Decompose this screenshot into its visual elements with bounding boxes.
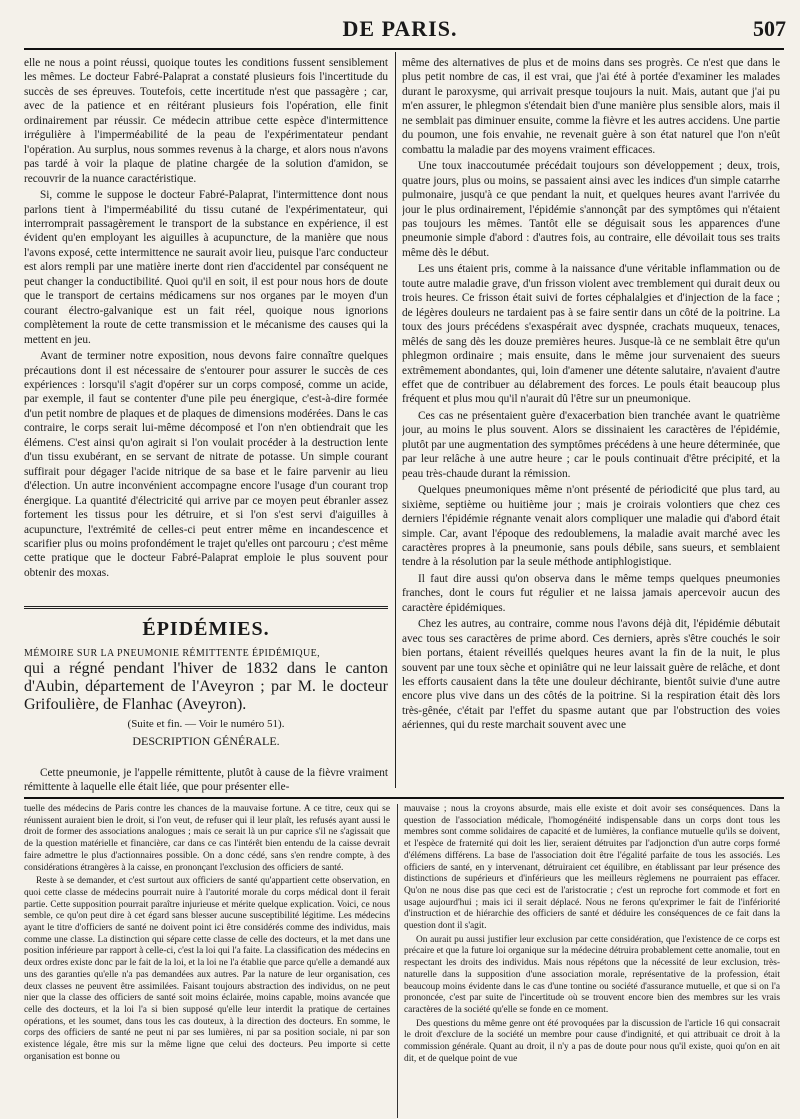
paragraph: Une toux inaccoutumée précédait toujours son développement ; deux, trois, quatre jours, plus ou moins, se passaient ainsi avec les indices d'un simple catarrhe pulmonaire, jusqu'à ce que pendant la nuit, et quelques heures avant l'arrivée du jour le plus ordinairement, l'épidémie s'annonçât par des symptômes qui n'étaient pas toujours les mêmes. Tantôt elle se déguisait sous les apparences d'une pneumonie simple d'abord : d'autres fois, au contraire, elle dévoilait tous ses traits même dès le début. xyxy=(402,160,780,259)
paragraph: Des questions du même genre ont été provoquées par la discussion de l'article 16 qui consacrait le droit d'exclure de la société un membre pour cause d'indignité, et qui attribuait ce droit à la commission générale. Quant au droit, il n'y a pas de doute pour nous qu'il existe, quoi qu'on en ait dit, et de quelque point de vue xyxy=(404,1018,780,1064)
epidemies-section xyxy=(24,618,388,749)
description-text xyxy=(24,766,388,795)
column-rule xyxy=(395,52,396,788)
paragraph: elle ne nous a point réussi, quoique toutes les conditions fussent sensiblement les mêmes. Le docteur Fabré-Palaprat a constaté plusieurs fois l'incertitude du succès de ses épreuves. Toutefois, cette incertitude n'est que passagère ; car, avec de la patience et en réitérant plusieurs fois l'opération, elle finit ordinairement par réussir. Ce médecin attribue cette espèce d'intermittence irrégulière à l'imperméabilité de la peau de l'expérimentateur pendant l'opération. Au surplus, nous sommes revenus à la charge, et alors nous n'avons pas tardé à voir la plaque de platine chargée de la solution d'amidon, se recouvrir de la nuance caractéristique. xyxy=(24,57,388,185)
paragraph: Avant de terminer notre exposition, nous devons faire connaître quelques précautions dont il est nécessaire de s'entourer pour assurer le succès de ces expériences : lorsqu'il s'agit d'opérer sur un corps composé, comme un acide, par exemple, il faut se contenter d'une pile peu énergique, c'est-à-dire formée d'un petit nombre de plaques et de plaques de dimensions modérées. Dans le cas contraire, le corps serait lui-même décomposé et l'on n'en obtiendrait que les élémens. C'est ainsi qu'on agirait si l'on voulait procéder à la destruction lente d'un tissu exubérant, en se servant de nitrate de potasse. Un simple courant suffirait pour dégager l'acide nitrique de sa base et le faire parvenir au lieu d'élection. Un autre inconvénient accompagne encore l'usage d'un courant trop énergique. La quantité d'électricité qui arrive par ce moyen peut ébranler assez fortement les tissus pour les détruire, et si l'on s'est servi d'aiguilles à acupuncture, l'extrémité de celles-ci peut entrer même en incandescence et scarifier plus ou moins profondément le trajet qu'elles ont parcouru ; c'est même cette pratique que le docteur Fabré-Palaprat emploie le plus souvent pour obtenir des moxas. xyxy=(24,350,388,579)
lower-right-column xyxy=(404,804,780,1118)
paragraph: Les uns étaient pris, comme à la naissance d'une véritable inflammation ou de toute autre maladie grave, d'un frisson violent avec tremblement qui durait deux ou trois heures. Ce frisson était suivi de fortes céphalalgies et d'injection de la face ; de légères douleurs ne tardaient pas à se faire sentir dans un côté de la poitrine. La toux des jours précédens s'exaspérait avec dyspnée, crachats muqueux, tenaces, mêlés de sang dès les douze premières heures. Jusque-là ce ne semblait être qu'un phlegmon ordinaire ; mais ensuite, dans le même jour survenaient des sueurs extrêmement abondantes, qui, loin d'amener une détente salutaire, n'avaient d'autre effet que de contribuer au délabrement des forces. Le pouls était beaucoup plus fréquent et plus mou qu'il n'aurait dû l'être sur un pneumonique. xyxy=(402,263,780,406)
paragraph: Cette pneumonie, je l'appelle rémittente, plutôt à cause de la fièvre vraiment rémittente à laquelle elle était liée, que pour présenter elle- xyxy=(24,767,388,794)
page-header xyxy=(0,10,800,46)
suite-note: (Suite et fin. — Voir le numéro 51). xyxy=(127,718,285,730)
paragraph: Quelques pneumoniques même n'ont présenté de périodicité que plus tard, au sixième, septième ou huitième jour ; mais je croirais volontiers que chez ces derniers l'épidémie régnante venait alors compliquer une maladie qui d'abord était simple. Car, avant l'époque des redoublemens, la maladie avait marché avec les caractères propres à la pneumonie, sans pouls débile, sans sueurs, et semblaient tendre à la résolution par la seule méthode antiphlogistique. xyxy=(402,484,780,569)
paragraph: On aurait pu aussi justifier leur exclusion par cette considération, que l'existence de ce corps est précaire et que la future loi organique sur la médecine détruira probablement cette anomalie, tout en respectant les droits des individus. Mais nous répétons que la nécessité de leur exclusion, très-naturelle dans la supposition d'une association morale, représentative de la profession, était beaucoup moins évidente dans le cas d'une tontine ou société d'assurance mutuelle, et que si on l'a prononcée, c'est par suite de l'incertitude où se trouvent encore bien des membres sur les vrais caractères de la société qu'elle se fonde en ce moment. xyxy=(404,934,780,1015)
paragraph: même des alternatives de plus et de moins dans ses progrès. Ce n'est que dans le plus petit nombre de cas, il est vrai, que j'ai été à portée d'examiner les malades durant le paroxysme, qui arrivait presque toujours la nuit. Mais, autant que j'ai pu m'en assurer, le phlegmon s'étendait bien d'une manière plus sensible alors, mais il ne semblait pas diminuer ensuite, comme la fièvre et les autres accidens. Une partie du poumon, une fois envahie, ne revenait guère à son état naturel que l'on n'eût combattu la maladie par des moyens vraiment efficaces. xyxy=(402,57,780,156)
paragraph: mauvaise ; nous la croyons absurde, mais elle existe et doit avoir ses conséquences. Dans la question de l'association médicale, l'homogénéité indispensable dans un corps dont tous les membres sont comme solidaires de capacité et de lumières, la confiance mutuelle qu'ils se doivent, et l'espèce de fraternité qui doit les lier, seraient détruites par l'adjonction d'un autre corps formé d'élémens différens. La base de l'association doit être l'égalité parfaite de tous les associés. Les officiers de santé, en y intervenant, détruiraient cet équilibre, en établissant par leur présence des distinctions de supérieurs et d'inférieurs que les meilleurs règlemens ne pourraient pas effacer. Qu'on ne nous dise pas que ceci est de l'aristocratie ; c'est un reproche fort commode et fort en usage aujourd'hui ; mais ici il serait déplacé. Nous ne ferons qu'exprimer le fait de l'infériorité d'instruction et de hiérarchie des officiers de santé et déduire les conséquences de ce fait dans la question dont il s'agit. xyxy=(404,804,780,932)
article-subtitle: qui a régné pendant l'hiver de 1832 dans le canton d'Aubin, département de l'Aveyron ; par M. le docteur Grifoulière, de Flanhac (Aveyron). xyxy=(24,660,388,713)
feuilleton-rule xyxy=(24,797,784,799)
header-rule xyxy=(24,48,784,50)
paragraph: tuelle des médecins de Paris contre les chances de la mauvaise fortune. A ce titre, ceux qui se réunissent auraient bien le droit, si l'on veut, de refuser qui il leur plaît, les refusés ayant aussi le droit de former des associations analogues ; mais ce serait là un pur caprice s'il ne s'agissait que de la question matérielle et financière, car dans ce cas l'intérêt bien entendu de la caisse devrait faire admettre le plus d'actionnaires possible. On a donc cédé, sans s'en rendre compte, à des considérations étrangères à la caisse, en prononçant l'exclusion des officiers de santé. xyxy=(24,804,390,873)
running-title: DE PARIS. xyxy=(342,16,458,41)
description-heading: DESCRIPTION GÉNÉRALE. xyxy=(132,734,280,748)
paragraph: Chez les autres, au contraire, comme nous l'avons déjà dit, l'épidémie débutait avec tous ses caractères de prime abord. Ces derniers, après s'être couchés le soir bien portans, étaient réveillés quelques heures avant la fin de la nuit, le plus souvent par une toux sèche et opiniâtre qui ne leur laissait guère de relâche, et dont les efforts causaient dans la tête une douleur déchirante, bientôt suivie d'une autre encore plus vive dans un des côtés de la poitrine. Si la respiration était dès lors très-gênée, c'était par l'effet du spasme autant que par l'obstruction des voies aériennes, qui du reste marchait souvent avec une xyxy=(402,618,780,732)
section-title: ÉPIDÉMIES. xyxy=(142,618,270,640)
paragraph: Ces cas ne présentaient guère d'exacerbation bien tranchée avant le quatrième jour, au moins le plus souvent. Alors se dissinaient les caractères de l'épidémie, plutôt par une augmentation des symptômes précédens à une heure déterminée, que par leur relâche à une autre heure ; car le pouls continuait d'être précipité, et la peau très-chaude durant la rémission. xyxy=(402,409,780,480)
paragraph: Reste à se demander, et c'est surtout aux officiers de santé qu'appartient cette observation, en quoi cette classe de médecins pourrait nuire à l'autorité morale du corps médical dont il ferait partie. Cette supposition pourrait paraître injurieuse et mérite quelque explication. Voici, ce nous semble, ce qu'on peut dire à cet égard sans blesser aucune susceptibilité légitime. Les médecins ayant le titre d'officiers de santé ne doivent point ici être considérés comme des individus, mais comme une classe. La distinction qui sépare cette classe de celle des docteurs, et la met dans une position inférieure par rapport à celle-ci, c'est la loi qui l'a faite. La classification des médecins en deux ordres existe donc par le fait de la loi, et la loi ne l'a établie que parce qu'elle a demandé aux uns des garanties qu'elle n'a pas demandées aux autres. Par la nature de leur organisation, ces deux classes ne peuvent être assimilées. Faisant toujours abstraction des individus, on ne peut nier que la classe des officiers de santé soit moins éclairée, moins capable, moins avancée que celle des docteurs, et la loi l'a si bien supposé qu'elle leur interdit la pratique de certaines opérations, et les soumet, dans tous les cas douteux, à la direction des docteurs. En somme, le corps des officiers de santé ne peut ni par ses lumières, ni par sa position sociale, ni par son existence légale, être mis sur la même ligne que celui des docteurs. Peu importe si cette organisation est bonne ou xyxy=(24,876,390,1062)
lower-left-column xyxy=(24,804,390,1118)
page-number: 507 xyxy=(753,16,786,41)
lower-column-rule xyxy=(397,804,398,1118)
upper-right-column xyxy=(402,56,780,784)
paragraph: Il faut dire aussi qu'on observa dans le même temps quelques pneumonies franches, dont le cours fut régulier et ne laissa jamais apercevoir aucun des caractère épidémiques. xyxy=(402,572,780,614)
paragraph: Si, comme le suppose le docteur Fabré-Palaprat, l'intermittence dont nous parlons tient à l'imperméabilité du tissu cutané de l'expérimentateur, qui interromprait passagèrement le transport de la substance en expérience, il est évident qu'en employant les aiguilles à acupuncture, de la manière que nous l'avons exposé, cette intermittence ne saurait avoir lieu, puisque l'arc conducteur est alors rempli par une matière inerte dont rien d'accidentel par conséquent ne peut changer la conductibilité. Quoi qu'il en soit, il est pour nous hors de doute que le transport de certains médicamens sur nos organes par le moyen d'un courant électro-galvanique est un fait réel, quoique nous ignorions complètement la route de cette transmission et le mécanisme des causes qui la mettent en jeu. xyxy=(24,189,388,346)
memoire-heading: MÉMOIRE SUR LA PNEUMONIE RÉMITTENTE ÉPIDÉMIQUE, xyxy=(24,648,321,659)
section-divider xyxy=(24,606,388,609)
